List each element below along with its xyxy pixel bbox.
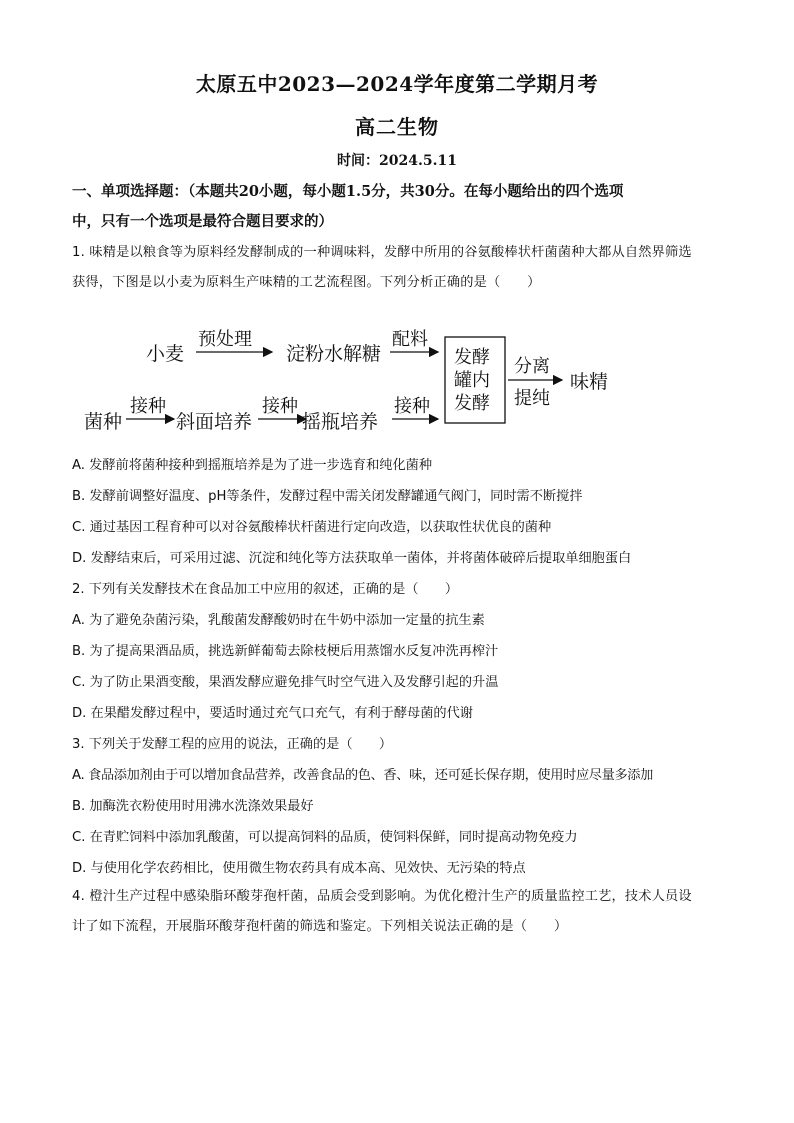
node-wheat: 小麦	[146, 343, 185, 365]
node-starch-sugar: 淀粉水解糖	[286, 343, 382, 365]
node-shake-culture: 摇瓶培养	[302, 411, 379, 433]
label-inoc3: 接种	[394, 396, 430, 417]
label-separate: 分离	[514, 356, 550, 377]
question-4-line1: 4. 橙汁生产过程中感染脂环酸芽孢杆菌，品质会受到影响。为优化橙汁生产的质量监控工艺，技术人员设	[72, 889, 692, 904]
label-mix: 配料	[392, 329, 428, 350]
question-1-line2: 获得，下图是以小麦为原料生产味精的工艺流程图。下列分析正确的是（ ）	[72, 275, 541, 290]
q2-option-c: C. 为了防止果酒变酸，果酒发酵应避免排气时空气进入及发酵引起的升温	[72, 675, 499, 690]
tank-label-line3: 发酵	[454, 393, 490, 414]
q2-option-b: B. 为了提高果酒品质，挑选新鲜葡萄去除枝梗后用蒸馏水反复冲洗再榨汁	[72, 644, 499, 659]
q3-option-a: A. 食品添加剂由于可以增加食品营养，改善食品的色、香、味，还可延长保存期，使用时应尽量多添加	[72, 768, 653, 783]
question-1-stem	[72, 238, 732, 298]
label-pretreat: 预处理	[198, 329, 252, 350]
q3-option-d: D. 与使用化学农药相比，使用微生物农药具有成本高、见效快、无污染的特点	[72, 861, 526, 876]
exam-date: 时间：2024.5.11	[337, 153, 457, 169]
subject-title: 高二生物	[355, 115, 439, 139]
q3-option-c: C. 在青贮饲料中添加乳酸菌，可以提高饲料的品质，使饲料保鲜，同时提高动物免疫力	[72, 830, 578, 845]
question-4-line2: 计了如下流程，开展脂环酸芽孢杆菌的筛选和鉴定。下列相关说法正确的是（ ）	[72, 919, 568, 934]
q1-option-d: D. 发酵结束后，可采用过滤、沉淀和纯化等方法获取单一菌体，并将菌体破碎后提取单细胞蛋白	[72, 551, 632, 566]
question-3-stem: 3. 下列关于发酵工程的应用的说法，正确的是（ ）	[72, 737, 393, 752]
node-strain: 菌种	[84, 411, 123, 433]
section-heading-line1: 一、单项选择题：（本题共20小题，每小题1.5分，共30分。在每小题给出的四个选项	[72, 183, 624, 200]
q1-option-b: B. 发酵前调整好温度、pH等条件，发酵过程中需关闭发酵罐通气阀门，同时需不断搅拌	[72, 489, 583, 504]
q3-option-b: B. 加酶洗衣粉使用时用沸水洗涤效果最好	[72, 799, 314, 814]
exam-title: 太原五中2023—2024学年度第二学期月考	[195, 72, 599, 96]
section-heading	[72, 177, 732, 237]
label-inoc1: 接种	[130, 396, 166, 417]
tank-label-line2: 罐内	[454, 370, 490, 391]
node-slant-culture: 斜面培养	[176, 411, 253, 433]
q2-option-d: D. 在果醋发酵过程中，要适时通过充气口充气，有利于酵母菌的代谢	[72, 706, 473, 721]
q2-option-a: A. 为了避免杂菌污染，乳酸菌发酵酸奶时在牛奶中添加一定量的抗生素	[72, 613, 485, 628]
q1-option-c: C. 通过基因工程育种可以对谷氨酸棒状杆菌进行定向改造，以获取性状优良的菌种	[72, 520, 552, 535]
tank-label-line1: 发酵	[454, 347, 490, 368]
section-heading-line2: 中，只有一个选项是最符合题目要求的）	[72, 213, 333, 230]
question-1-line1: 1. 味精是以粮食等为原料经发酵制成的一种调味料，发酵中所用的谷氨酸棒状杆菌菌种大都从自然界筛选	[72, 245, 692, 260]
q1-option-a: A. 发酵前将菌种接种到摇瓶培养是为了进一步选育和纯化菌种	[72, 458, 433, 473]
question-2-stem: 2. 下列有关发酵技术在食品加工中应用的叙述，正确的是（ ）	[72, 582, 459, 597]
label-purify: 提纯	[514, 388, 550, 409]
question-4-stem	[72, 882, 732, 942]
process-flow-diagram	[80, 320, 640, 440]
label-inoc2: 接种	[262, 396, 298, 417]
node-msg: 味精	[570, 371, 609, 393]
